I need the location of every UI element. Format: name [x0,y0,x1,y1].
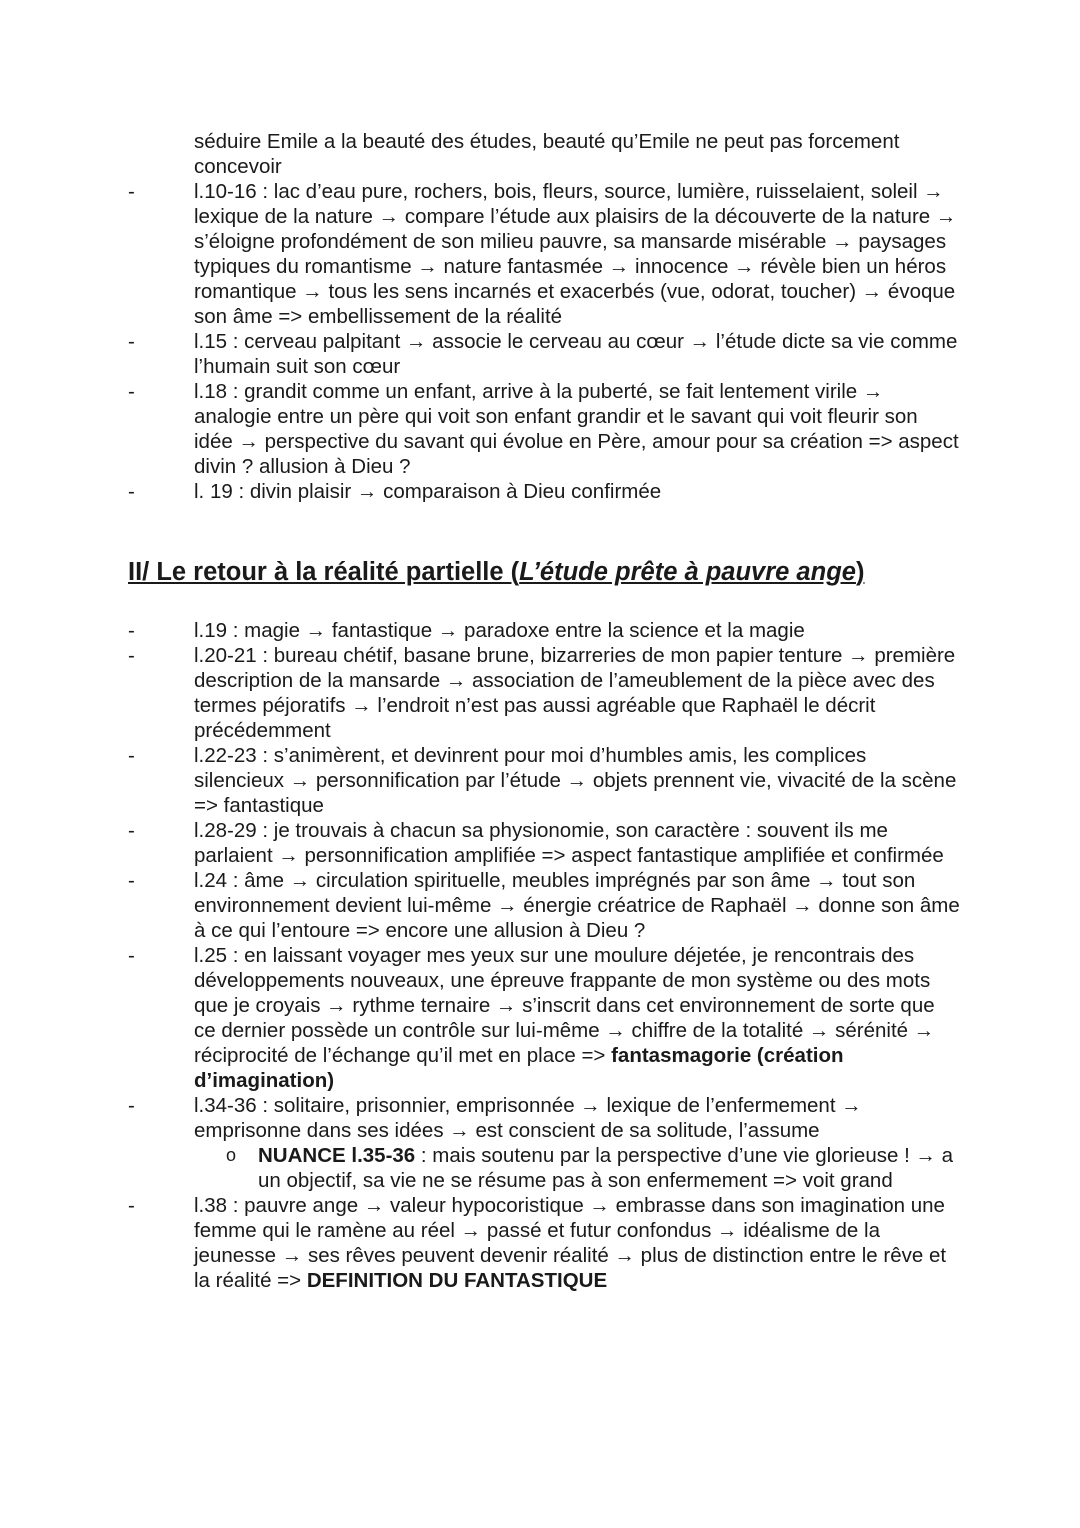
nuance-label: NUANCE l.35-36 [258,1144,416,1167]
section-heading: II/ Le retour à la réalité partielle (L’étude prête à pauvre ange) [128,558,865,586]
bullet-dash: - [128,819,135,842]
list-item: - l.28-29 : je trouvais à chacun sa physionomie, son caractère : souvent ils me parlaient → personnification amplifiée => aspect fantastique amplifiée et confirmée [128,819,944,867]
list-item: - l.10-16 : lac d’eau pure, rochers, bois, fleurs, source, lumière, ruisselaient, soleil → lexique de la nature → compare l’étude aux plaisirs de la découverte de la nature → s’éloigne profondément de son milieu pauvre, sa mansarde misérable → paysages typiques du romantisme → nature fantasmée → innocence → révèle bien un héros romantique → tous les sens incarnés et exacerbés (vue, odorat, toucher) → évoque son âme => embellissement de la réalité [128,180,957,328]
list-item: - l.20-21 : bureau chétif, basane brune, bizarreries de mon papier tenture → première description de la mansarde → association de l’ameublement de la pièce avec des termes péjoratifs → l’endroit n’est pas aussi agréable que Raphaël le décrit précédemment [128,644,956,742]
bullet-dash: - [128,944,135,967]
list-item: - l.24 : âme → circulation spirituelle, meubles imprégnés par son âme → tout son environnement devient lui-même → énergie créatrice de Raphaël → donne son âme à ce qui l’entoure => encore une allusion à Dieu ? [128,869,960,942]
bullet-dash: - [128,619,135,642]
bullet-dash: - [128,380,135,403]
bullet-dash: - [128,330,135,353]
section-two [128,618,960,1293]
list-item: - l.34-36 : solitaire, prisonnier, emprisonnée → lexique de l’enfermement → emprisonne dans ses idées → est conscient de sa solitude, l’assume [128,1094,862,1142]
list-item: - l. 19 : divin plaisir → comparaison à Dieu confirmée [128,480,662,503]
bullet-dash: - [128,744,135,767]
bold-conclusion: fantasmagorie (création d’imagination) [194,1044,844,1092]
list-item: - l.19 : magie → fantastique → paradoxe entre la science et la magie [128,619,805,642]
list-item: - l.22-23 : s’animèrent, et devinrent pour moi d’humbles amis, les complices silencieux → personnification par l’étude → objets prennent vie, vivacité de la scène => fantastique [128,744,957,817]
sub-list-item: o NUANCE l.35-36 : mais soutenu par la perspective d’une vie glorieuse ! → a un objectif, sa vie ne se résume pas à son enfermement => voit grand [226,1144,954,1192]
section-one [128,129,960,504]
bullet-dash: - [128,1094,135,1117]
definition-label: DEFINITION DU FANTASTIQUE [306,1269,608,1292]
continuation-text: séduire Emile a la beauté des études, beauté qu’Emile ne peut pas forcement concevoir [194,130,900,178]
bullet-dash: - [128,644,135,667]
bullet-circle: o [226,1145,237,1165]
bullet-dash: - [128,480,135,503]
bullet-dash: - [128,180,135,203]
list-item: - l.15 : cerveau palpitant → associe le cerveau au cœur → l’étude dicte sa vie comme l’humain suit son cœur [128,330,958,378]
list-item: - l.18 : grandit comme un enfant, arrive à la puberté, se fait lentement virile → analogie entre un père qui voit son enfant grandir et le savant qui voit fleurir son idée → perspective du savant qui évolue en Père, amour pour sa création => aspect divin ? allusion à Dieu ? [128,380,959,478]
list-item: - l.25 : en laissant voyager mes yeux sur une moulure déjetée, je rencontrais des développements nouveaux, une épreuve frappante de mon système ou des mots que je croyais → rythme ternaire → s’inscrit dans cet environnement de sorte que ce dernier possède un contrôle sur lui-même → chiffre de la totalité → sérénité → réciprocité de l’échange qu’il met en place => fantasmagorie (création d’imagination) [128,944,935,1092]
list-item: - l.38 : pauvre ange → valeur hypocoristique → embrasse dans son imagination une femme qui le ramène au réel → passé et futur confondus → idéalisme de la jeunesse → ses rêves peuvent devenir réalité → plus de distinction entre le rêve et la réalité => DEFINITION DU FANTASTIQUE [128,1194,947,1292]
bullet-dash: - [128,1194,135,1217]
bullet-dash: - [128,869,135,892]
